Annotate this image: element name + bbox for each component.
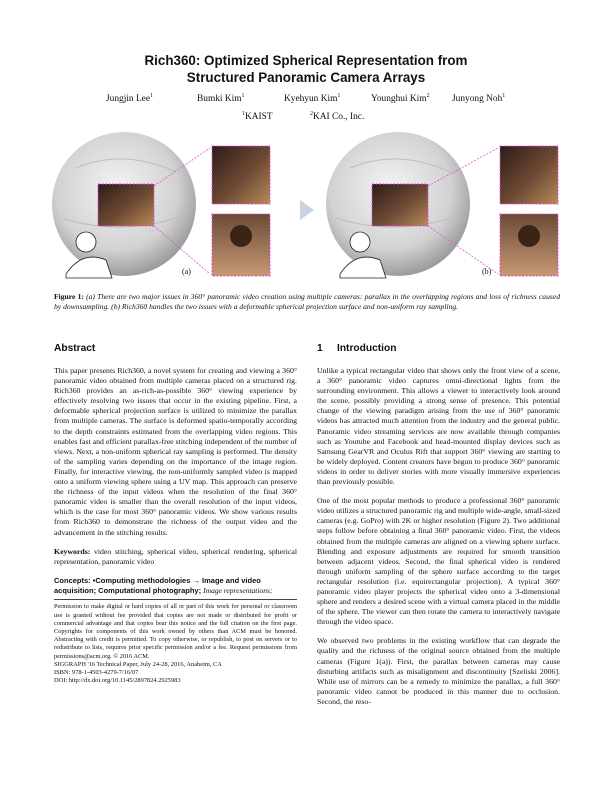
footnote-divider bbox=[54, 599, 297, 600]
sphere-a bbox=[52, 132, 196, 278]
sphere-b bbox=[326, 132, 470, 278]
affiliation: $^1$KAIST bbox=[242, 110, 273, 122]
author-list bbox=[60, 94, 560, 108]
permission-notice: Permission to make digital or hard copies of all or part of this work for personal or classroom use is granted without fee provided that copies are not made or distributed for profit or commercial advantage and that copies bear this notice and the full citation on the first page. Copyrights for components of this work owned by others than ACM must be honored. Abstracting with credit is permitted. To copy otherwise, or republish, to post on servers or to redistribute to lists, requires prior specific permission and/or a fee. Request permissions from permissions@acm.org. © 2016 ACM. bbox=[54, 603, 297, 660]
caption-text: (a) There are two major issues in 360° panoramic video creation using multiple cameras: parallax in the overlapping regions and loss of richness caused by downsampling. (b) Rich360 handles the two issues with a deformable spherical projection surface and non-uniform ray sampling. bbox=[54, 292, 560, 311]
viewer-head-icon bbox=[350, 232, 370, 252]
crop-parallax-b bbox=[500, 146, 558, 204]
crop-parallax-a bbox=[212, 146, 270, 204]
abstract-text: This paper presents Rich360, a novel system for creating and viewing a 360° panoramic video obtained from multiple cameras placed on a structured rig. Rich360 provides an as-rich-as-possible 360° viewing experience by effectively resolving two issues that occur in the existing pipeline. First, a deformable spherical projection surface is utilized to minimize the parallax from multiple cameras. The surface is deformed spatio-temporally according to the depth constraints estimated from the overlapping video regions. This enables fast and efficient parallax-free stitching independent of the number of views. Next, a non-uniform spherical ray sampling is performed. The density of the sampling varies depending on the importance of the image region. Finally, for interactive viewing, the non-uniformly sampled video is mapped onto a uniform viewing sphere using a UV map. This approach can preserve the richness of the input videos when the resolution of the final 360° panoramic video is smaller than the overall resolution of the input videos, which is the case for most 360° panoramic videos. We show various results from Rich360 to demonstrate the richness of the output video and the advancement in the stitching results. bbox=[54, 366, 297, 537]
viewer-body-icon bbox=[340, 257, 386, 278]
author: Kyehyun Kim$^1$ bbox=[284, 92, 341, 104]
intro-paragraph-1: Unlike a typical rectangular video that shows only the front view of a scene, a 360° panoramic video captures omni-directional lights from the surrounding environment. This allows a viewer to interactively look around the scene, possibly providing a strong sense of presence. This potential change of the viewing paradigm arising from the use of 360° panoramic videos has attracted much attention from the industry and the general public. Panoramic video streaming services are now available through companies such as Youtube and Facebook and head-mounted display devices such as Samsung GearVR and Oculus Rift that support 360° viewing are starting to be widely deployed. Content creators have begun to produce 360° panoramic videos in order to deliver stories with more visually immersive experiences than previously possible. bbox=[317, 366, 560, 487]
paper-title bbox=[0, 52, 612, 86]
abstract-heading: Abstract bbox=[54, 343, 96, 354]
doi-link[interactable]: DOI: http://dx.doi.org/10.1145/2897824.2925983 bbox=[54, 676, 181, 684]
view-window-a bbox=[98, 184, 154, 226]
singer-face-a bbox=[230, 225, 252, 247]
author: Younghui Kim$^2$ bbox=[371, 92, 430, 104]
affiliation-list bbox=[0, 112, 612, 126]
title-line-2: Structured Panoramic Camera Arrays bbox=[186, 70, 426, 85]
intro-paragraph-3: We observed two problems in the existing workflow that can degrade the quality and the richness of the original source obtained from the multiple cameras (Figure 1(a)). First, the parallax between cameras may cause disturbing artifacts such as misalignment and discontinuity [Szeliski 2006]. While use of mirrors can be a remedy to minimize the parallax, a full 360° panoramic video cannot be produced in this manner due to occlusion. Second, the reso- bbox=[317, 636, 560, 706]
keywords: Keywords: video stitching, spherical video, spherical rendering, spherical representation, panoramic video bbox=[54, 546, 298, 566]
ccs-concepts: Concepts: •Computing methodologies → Image and video acquisition; Computational photography; Image representations; bbox=[54, 575, 273, 595]
label-a: (a) bbox=[182, 267, 191, 276]
affiliation: $^2$KAI Co., Inc. bbox=[310, 110, 365, 122]
singer-face-b bbox=[518, 225, 540, 247]
figure-caption bbox=[54, 292, 560, 312]
left-column bbox=[54, 342, 297, 685]
view-window-b bbox=[372, 184, 428, 226]
introduction-heading: 1 Introduction bbox=[317, 343, 397, 354]
author: Bumki Kim$^1$ bbox=[197, 92, 245, 104]
viewer-body-icon bbox=[66, 257, 112, 278]
intro-paragraph-2: One of the most popular methods to produce a professional 360° panoramic video utilizes a structured panoramic rig and multiple wide-angle, small-sized cameras (e.g. GoPro) with 2K or higher resolution (Figure 2). Two additional steps follow before obtaining a final 360° panoramic video. First, the videos obtained from the multiple cameras are aligned on a viewing sphere surface. Blending and exposure adjustments are required for smooth transition between adjacent videos. Second, the final spherical video is rendered through uniform sampling of the sphere surface according to the target rectangular resolution (i.e. equirectangular projection). A typical 360° panoramic video player projects the spherical video onto a 3-dimensional sphere and renders a desired scene with a virtual camera placed in the middle of the sphere. The viewer can then rotate the camera to interactively navigate through the video space. bbox=[317, 496, 560, 627]
arrow-icon bbox=[300, 200, 314, 220]
label-b: (b) bbox=[482, 267, 492, 276]
title-line-1: Rich360: Optimized Spherical Representation from bbox=[144, 53, 468, 68]
author: Jungjin Lee$^1$ bbox=[106, 92, 154, 104]
right-column bbox=[317, 342, 560, 716]
author: Junyong Noh$^1$ bbox=[452, 92, 506, 104]
caption-label: Figure 1: bbox=[54, 292, 84, 301]
viewer-head-icon bbox=[76, 232, 96, 252]
venue-line: SIGGRAPH '16 Technical Paper, July 24-28, 2016, Anaheim, CA bbox=[54, 660, 222, 668]
teaser-figure bbox=[52, 128, 564, 288]
isbn-line: ISBN: 978-1-4503-4279-7/16/07 bbox=[54, 668, 139, 676]
